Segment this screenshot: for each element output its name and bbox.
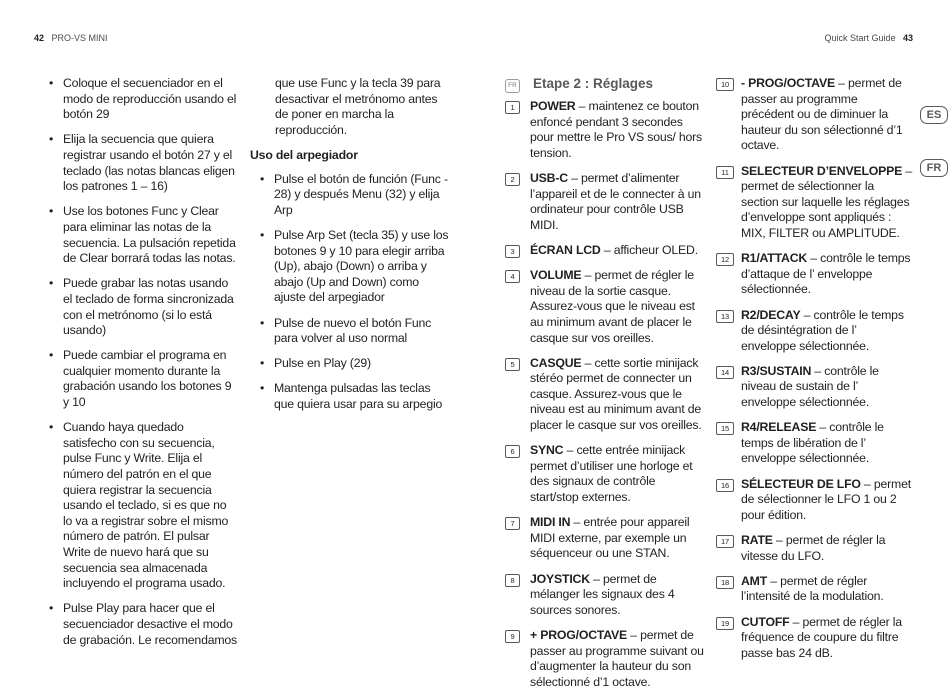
control-item <box>716 251 912 298</box>
control-item <box>716 420 912 467</box>
bullet-item: • Pulse en Play (29) <box>260 356 450 372</box>
french-language-tag: FR <box>505 79 520 93</box>
control-description: – permet de passer au programme suivant ou d’augmenter la hauteur du son sélectionné d’1 octave. <box>530 627 704 689</box>
item-number-badge: 13 <box>716 310 734 323</box>
item-number-badge: 7 <box>505 517 520 530</box>
control-item <box>505 628 705 690</box>
control-item <box>716 477 912 524</box>
item-number-badge: 1 <box>505 101 520 114</box>
control-description: – permet d’alimenter l’appareil et de le connecter à un ordinateur pour contrôle USB MIDI. <box>530 170 701 232</box>
language-tab-es[interactable]: ES <box>920 106 948 124</box>
item-number-badge: 14 <box>716 366 734 379</box>
item-number-badge: 18 <box>716 576 734 589</box>
control-name: R1/ATTACK <box>741 251 808 266</box>
right-page-number: 43 <box>902 33 913 43</box>
arpeggiator-heading: Uso del arpegiador <box>250 147 358 162</box>
item-number-badge: 4 <box>505 270 520 283</box>
item-number-badge: 6 <box>505 445 520 458</box>
item-number-badge: 10 <box>716 78 734 91</box>
item-number-badge: 19 <box>716 617 734 630</box>
item-number-badge: 17 <box>716 535 734 548</box>
control-name: AMT <box>741 573 768 588</box>
control-description: – contrôle le niveau de sustain de l’ enveloppe sélectionnée. <box>741 363 879 410</box>
french-column-2 <box>716 76 912 671</box>
control-name: R3/SUSTAIN <box>741 363 812 378</box>
control-name: CASQUE <box>530 355 582 370</box>
control-item <box>505 99 705 161</box>
item-number-badge: 15 <box>716 422 734 435</box>
step-title: Etape 2 : Réglages <box>533 76 654 91</box>
control-description: – permet de sélectionner la section sur laquelle les réglages d’enveloppe sont appliqués : MIX, FILTER ou AMPLITUDE. <box>741 163 913 240</box>
control-name: + PROG/OCTAVE <box>530 627 628 642</box>
arpeggiator-steps-list <box>260 172 450 413</box>
item-number-badge: 16 <box>716 479 734 492</box>
control-description: – permet de passer au programme précédent ou de diminuer la hauteur du son sélectionné d’1 octave. <box>741 76 903 153</box>
language-tab-fr[interactable]: FR <box>920 159 948 177</box>
control-item <box>716 533 912 564</box>
continuation-text: que use Func y la tecla 39 para desactivar el metrónomo antes de poner en marcha la reproducción. <box>275 76 441 137</box>
spanish-column-1 <box>49 76 237 658</box>
right-page-title: Quick Start Guide <box>824 33 896 43</box>
control-item <box>716 308 912 355</box>
control-description: – afficheur OLED. <box>600 242 698 257</box>
control-item <box>505 243 705 259</box>
control-item <box>505 356 705 434</box>
spanish-column-2 <box>250 76 450 422</box>
control-description: – contrôle le temps de désintégration de l’ enveloppe sélectionnée. <box>741 307 904 353</box>
control-item <box>505 171 705 233</box>
control-description: – cette entrée minijack permet d’utiliser une horloge et des signaux de contrôle start/stop externes. <box>530 443 693 505</box>
bullet-item: • Pulse Play para hacer que el secuenciador desactive el modo de grabación. Le recomendamos <box>49 601 237 648</box>
bullet-item: • Cuando haya quedado satisfecho con su secuencia, pulse Func y Write. Elija el número del patrón en el que quiera registrar la secuencia usando el teclado, si es que no lo va a registrar sobre el mismo número de patrón. El pulsar Write de nuevo hará que su secuencia sea almacenada incluyendo el programa usado. <box>49 420 237 592</box>
bullet-item: • Pulse de nuevo el botón Func para volver al uso normal <box>260 316 450 347</box>
control-name: SÉLECTEUR DE LFO <box>741 476 861 491</box>
item-number-badge: 5 <box>505 358 520 371</box>
item-number-badge: 12 <box>716 253 734 266</box>
control-item <box>716 615 912 662</box>
control-name: SYNC <box>530 443 564 458</box>
control-description: – contrôle le temps d’attaque de l’ enveloppe sélectionnée. <box>741 251 911 297</box>
control-item <box>505 443 705 505</box>
control-item <box>716 164 912 242</box>
control-description: – entrée pour appareil MIDI externe, par exemple un séquenceur ou une STAN. <box>530 515 690 561</box>
control-description: – maintenez ce bouton enfoncé pendant 3 secondes pour mettre le Pro VS sous/ hors tension. <box>530 99 702 160</box>
control-name: MIDI IN <box>530 515 571 530</box>
item-number-badge: 3 <box>505 245 520 258</box>
bullet-item: • Mantenga pulsadas las teclas que quiera usar para su arpegio <box>260 381 450 412</box>
right-page-header <box>824 33 913 43</box>
control-name: CUTOFF <box>741 614 790 629</box>
control-name: R4/RELEASE <box>741 420 817 435</box>
control-description: – cette sortie minijack stéréo permet de connecter un casque. Assurez-vous que le niveau est au minimum avant de placer le casque sur vos oreilles. <box>530 355 702 433</box>
bullet-item: • Coloque el secuenciador en el modo de reproducción usando el botón 29 <box>49 76 237 123</box>
bullet-item: • Pulse Arp Set (tecla 35) y use los botones 9 y 10 para elegir arriba (Up), abajo (Down) o arriba y abajo (Up and Down) como ajuste del arpegiador <box>260 228 450 306</box>
left-page-header <box>34 33 108 43</box>
control-description: – permet de régler le niveau de la sortie casque. Assurez-vous que le niveau est au minimum avant de placer le casque sur vos oreilles. <box>530 268 695 345</box>
control-name: USB-C <box>530 170 568 185</box>
control-name: ÉCRAN LCD <box>530 242 601 257</box>
control-name: VOLUME <box>530 268 582 283</box>
bullet-item: • Use los botones Func y Clear para eliminar las notas de la secuencia. La pulsación repetida de Clear borrará todas las notas. <box>49 204 237 266</box>
sequencer-steps-list <box>49 76 237 648</box>
left-page-number: 42 <box>34 33 45 43</box>
control-name: SELECTEUR D’ENVELOPPE <box>741 163 903 178</box>
control-item <box>716 574 912 605</box>
control-name: POWER <box>530 99 576 113</box>
control-description: – permet de mélanger les signaux des 4 sources sonores. <box>530 571 675 617</box>
item-number-badge: 11 <box>716 166 734 179</box>
left-page-title: PRO-VS MINI <box>51 33 108 43</box>
control-item <box>505 572 705 619</box>
control-description: – contrôle le temps de libération de l’ enveloppe sélectionnée. <box>741 420 884 466</box>
control-description: – permet de sélectionner le LFO 1 ou 2 pour édition. <box>741 476 911 522</box>
bullet-item: • Puede grabar las notas usando el teclado de forma sincronizada con el metrónomo (si lo está usando) <box>49 276 237 338</box>
control-name: RATE <box>741 533 773 547</box>
control-name: - PROG/OCTAVE <box>741 76 835 90</box>
bullet-item: • Puede cambiar el programa en cualquier momento durante la grabación usando los botones 9 y 10 <box>49 348 237 410</box>
control-item <box>716 76 912 154</box>
bullet-item: • Pulse el botón de función (Func - 28) y después Menu (32) y elija Arp <box>260 172 450 219</box>
control-description: – permet de régler l’intensité de la modulation. <box>741 573 884 604</box>
item-number-badge: 9 <box>505 630 520 643</box>
item-number-badge: 2 <box>505 173 520 186</box>
control-item <box>505 515 705 562</box>
control-description: – permet de régler la vitesse du LFO. <box>741 533 886 563</box>
control-item <box>716 364 912 411</box>
control-item <box>505 268 705 346</box>
bullet-item: • Elija la secuencia que quiera registrar usando el botón 27 y el teclado (las notas blancas eligen los patrones 1 – 16) <box>49 132 237 194</box>
french-column-1 <box>505 99 705 700</box>
item-number-badge: 8 <box>505 574 520 587</box>
control-description: – permet de régler la fréquence de coupure du filtre passe bas 24 dB. <box>741 614 902 660</box>
control-name: JOYSTICK <box>530 571 590 586</box>
control-name: R2/DECAY <box>741 307 801 322</box>
